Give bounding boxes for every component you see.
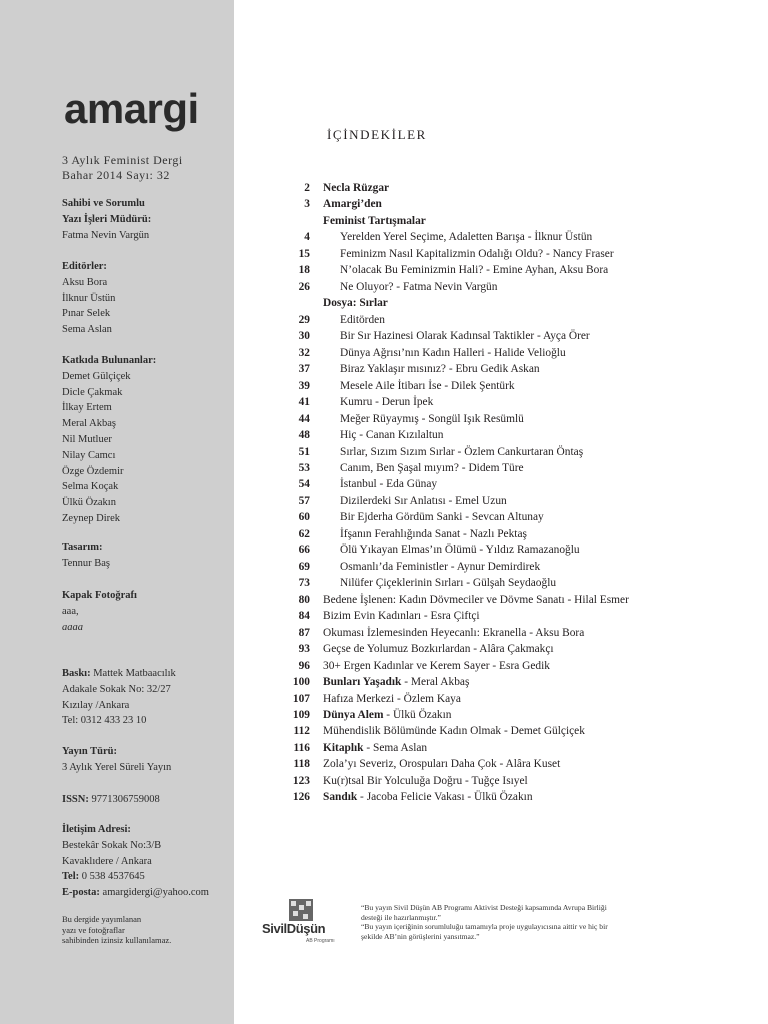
toc-entry-text: Hiç - Canan Kızılaltun [340,429,444,442]
toc-entry-text: Ku(r)tsal Bir Yolculuğa Doğru - Tuğçe Isıyel [323,774,528,787]
toc-entry-title [323,180,389,196]
toc-section-title: Dünya Alem [323,709,384,721]
toc-entry-text: Bir Ejderha Gördüm Sanki - Sevcan Altunay [340,511,544,524]
print-line [62,666,227,682]
sivil-dusun-logo [262,899,342,947]
toc-entry[interactable] [262,575,742,591]
toc-entry-title [340,312,385,328]
toc-page-number: 26 [298,280,310,293]
toc-entry[interactable] [262,641,742,657]
toc-page-number: 53 [298,461,310,474]
toc-section-title: Dosya: Sırlar [323,297,388,310]
toc-entry[interactable] [262,493,742,509]
contributor-name: Meral Akbaş [62,418,116,430]
toc-entry-text: Zola’yı Severiz, Orospuları Daha Çok - Alâra Kuset [323,758,561,771]
editor-name: İlknur Üstün [62,292,116,304]
toc-entry[interactable] [262,279,742,295]
toc-entry-title [323,625,584,641]
publisher-block [62,196,227,243]
toc-entry-title [340,262,608,278]
toc-page-number: 3 [304,198,310,211]
toc-entry-text: İstanbul - Eda Günay [340,478,438,491]
toc-page-number: 107 [292,692,310,705]
toc-page-number: 57 [298,494,310,507]
toc-entry-text: Editörden [340,313,385,326]
toc-page-number: 84 [298,610,310,623]
contact-phone-line [62,869,227,885]
contact-block [62,822,227,901]
toc-page-number: 2 [304,182,310,194]
toc-page-number: 112 [293,725,310,738]
toc-entry-title [340,460,524,476]
logo-text: amargi [64,85,199,132]
contact-phone: 0 538 4537645 [79,871,145,883]
toc-entry[interactable] [262,476,742,492]
toc-entry-title [340,444,583,460]
copyright-note-line: Bu dergide yayımlanan [62,914,142,924]
contributor-name: Özge Özdemir [62,465,124,477]
toc-title: İÇİNDEKİLER [327,127,427,142]
toc-entry[interactable] [262,789,742,805]
toc-entry-title [340,559,540,575]
toc-entry-text: Nilüfer Çiçeklerinin Sırları - Gülşah Seydaoğlu [340,577,557,590]
sidebar [0,0,234,1024]
disclaimer-line: “Bu yayın içeriğinin sorumluluğu tamamıyla proje uygulayıcısına aittir ve hiç bir [361,922,608,932]
contact-email-line [62,885,227,901]
toc-entry[interactable] [262,658,742,674]
toc-entry-title [323,691,461,707]
toc-entry-title [323,773,528,789]
editor-name: Aksu Bora [62,276,108,288]
table-of-contents [262,180,742,806]
toc-page-number: 39 [298,379,310,392]
toc-entry[interactable] [262,773,742,789]
printer-city: Kızılay /Ankara [62,699,130,711]
toc-section-title: Amargi’den [323,198,382,211]
disclaimer-line: şekilde AB’nin görüşlerini yansıtmaz.” [361,931,480,941]
toc-entry[interactable] [262,262,742,278]
toc-entry[interactable] [262,312,742,328]
sivil-dusun-logo-tag: AB Programı [306,938,335,944]
designer-name: Tennur Baş [62,557,110,569]
copyright-note-line: yazı ve fotoğraflar [62,924,125,935]
toc-section-title: Kitaplık [323,741,364,754]
toc-page-number: 15 [298,247,310,260]
issn-value: 9771306759008 [88,794,160,805]
toc-entry-text: Bizim Evin Kadınları - Esra Çiftçi [323,610,480,623]
toc-entry-title [340,279,497,295]
toc-entry[interactable] [262,592,742,608]
toc-entry-text: Ne Oluyor? - Fatma Nevin Vargün [340,280,498,293]
toc-page-number: 93 [298,643,310,656]
toc-entry[interactable] [262,707,742,723]
toc-entry-text: Sırlar, Sızım Sızım Sırlar - Özlem Cankurtaran Öntaş [340,445,584,458]
toc-entry-title [323,641,554,657]
toc-entry-title [323,723,585,739]
toc-entry-text: Hafıza Merkezi - Özlem Kaya [323,692,461,705]
design-label: Tasarım: [62,542,103,553]
toc-entry-title [340,509,544,525]
toc-page-number: 126 [292,791,310,804]
copyright-note [62,914,212,946]
toc-entry-text: Dizilerdeki Sır Anlatısı - Emel Uzun [340,494,507,507]
toc-page-number: 32 [298,346,310,359]
toc-entry[interactable] [262,756,742,772]
toc-entry-text: Okuması İzlemesinden Heyecanlı: Ekranella - Aksu Bora [323,626,585,639]
toc-entry-title [340,394,433,410]
toc-entry-text: - Meral Akbaş [401,676,470,689]
toc-entry-title [323,592,629,608]
contributor-name: Dicle Çakmak [62,386,123,398]
toc-entry[interactable] [262,608,742,624]
toc-page-number: 51 [298,445,310,458]
amargi-logo [64,85,220,146]
toc-entry-title [340,427,443,443]
toc-page-number: 44 [298,412,310,425]
toc-entry[interactable] [262,625,742,641]
toc-entry[interactable] [262,229,742,245]
toc-entry-text: - Ülkü Özakın [383,709,452,721]
toc-section-title: Necla Rüzgar [323,182,390,194]
toc-entry-title [340,246,614,262]
publication-type-block [62,744,227,776]
contact-email[interactable]: amargidergi@yahoo.com [99,887,209,899]
toc-entry[interactable] [262,542,742,558]
toc-entry-text: - Sema Aslan [363,741,428,754]
contact-city: Kavaklıdere / Ankara [62,855,152,867]
toc-entry-title [340,378,515,394]
toc-page-number: 69 [298,560,310,573]
contact-email-label: E-posta: [62,887,100,899]
contributor-name: Nilay Camcı [62,449,116,461]
editors-block [62,259,227,338]
toc-page-number: 37 [298,363,310,376]
contact-address: Bestekâr Sokak No:3/B [62,839,162,851]
toc-page-number: 54 [298,478,310,491]
toc-entry-title [340,345,566,361]
toc-entry-title [340,526,527,542]
toc-entry[interactable] [262,295,742,311]
toc-page-number: 73 [298,577,310,590]
issn-block [62,792,227,808]
toc-entry[interactable] [262,740,742,756]
cover-photo-credit: aaa, [62,605,79,617]
contributor-name: Demet Gülçiçek [62,370,131,382]
printer-phone: Tel: 0312 433 23 10 [62,715,147,727]
toc-entry[interactable] [262,378,742,394]
toc-entry-text: Mesele Aile İtibarı İse - Dilek Şentürk [340,379,515,392]
toc-entry-title [340,328,590,344]
toc-entry[interactable] [262,444,742,460]
toc-page-number: 60 [298,511,310,524]
toc-entry[interactable] [262,559,742,575]
toc-entry-title [340,411,524,427]
toc-entry[interactable] [262,427,742,443]
sivil-dusun-logo-mark [289,899,313,921]
toc-entry-text: Bir Sır Hazinesi Olarak Kadınsal Taktikler - Ayça Örer [340,330,590,343]
toc-entry-title [340,493,507,509]
toc-entry-text: Feminizm Nasıl Kapitalizmin Odalığı Oldu? - Nancy Fraser [340,247,614,260]
toc-entry[interactable] [262,723,742,739]
toc-page-number: 123 [292,774,310,787]
contact-label: İletişim Adresi: [62,824,131,835]
toc-entry-text: - Jacoba Felicie Vakası - Ülkü Özakın [357,791,533,804]
toc-entry[interactable] [262,674,742,690]
toc-entry-title [340,361,540,377]
toc-entry[interactable] [262,526,742,542]
toc-page-number: 4 [304,231,310,244]
toc-entry-text: Dünya Ağrısı’nın Kadın Halleri - Halide Velioğlu [340,346,566,359]
toc-entry-text: Bedene İşlenen: Kadın Dövmeciler ve Dövme Sanatı - Hilal Esmer [323,593,629,606]
toc-entry-title [323,707,451,723]
eu-disclaimer [361,903,661,941]
toc-entry-text: N’olacak Bu Feminizmin Hali? - Emine Ayhan, Aksu Bora [340,264,609,277]
disclaimer-line: desteği ile hazırlanmıştır.” [361,912,441,922]
toc-entry-title [323,213,426,229]
toc-entry-text: Ölü Yıkayan Elmas’ın Ölümü - Yıldız Ramazanoğlu [340,544,580,557]
toc-page-number: 109 [292,709,310,721]
toc-entry-title [323,674,469,690]
contributor-name: Zeynep Direk [62,512,121,524]
printer-address: Adakale Sokak No: 32/27 [62,683,171,695]
toc-entry[interactable] [262,361,742,377]
toc-page-number: 18 [298,264,310,277]
toc-entry-text: Meğer Rüyaymış - Songül Işık Resümlü [340,412,524,425]
toc-page-number: 87 [298,626,310,639]
toc-section-title: Bunları Yaşadık [323,676,402,689]
toc-entry-text: 30+ Ergen Kadınlar ve Kerem Sayer - Esra Gedik [323,659,550,672]
contributor-name: Selma Koçak [62,481,119,493]
issn-label: ISSN: [62,794,89,805]
toc-entry-text: Yerelden Yerel Seçime, Adaletten Barışa - İlknur Üstün [340,231,593,244]
toc-entry-title [340,542,580,558]
toc-entry-text: Mühendislik Bölümünde Kadın Olmak - Demet Gülçiçek [323,725,585,738]
toc-entry-title [323,608,480,624]
editor-name: Sema Aslan [62,324,112,336]
toc-section-title: Feminist Tartışmalar [323,214,426,227]
toc-entry[interactable] [262,509,742,525]
toc-page-number: 48 [298,429,310,442]
toc-page-number: 80 [298,593,310,606]
toc-entry-title [323,196,382,212]
toc-entry-text: İfşanın Ferahlığında Sanat - Nazlı Pektaş [340,527,527,540]
contributor-name: İlkay Ertem [62,402,112,414]
toc-page-number: 66 [298,544,310,557]
toc-entry-title [340,476,437,492]
editors-label: Editörler: [62,261,107,272]
toc-page-number: 41 [298,396,310,409]
toc-entry-text: Biraz Yaklaşır mısınız? - Ebru Gedik Askan [340,363,540,376]
publication-type-label: Yayın Türü: [62,746,117,757]
contributors-block [62,353,227,527]
contributors-label: Katkıda Bulunanlar: [62,355,157,366]
issue-info: Bahar 2014 Sayı: 32 [62,168,170,182]
toc-entry[interactable] [262,411,742,427]
toc-entry-title [340,575,556,591]
printer-name: Mattek Matbaacılık [90,668,176,679]
toc-page-number: 116 [293,741,310,754]
toc-entry-text: Canım, Ben Şaşal mıyım? - Didem Türe [340,461,524,474]
toc-entry[interactable] [262,345,742,361]
toc-entry-text: Geçse de Yolumuz Bozkırlardan - Alâra Çakmakçı [323,643,554,656]
toc-entry-title [323,295,388,311]
publisher-name: Fatma Nevin Vargün [62,229,150,241]
cover-photo-label: Kapak Fotoğrafı [62,590,137,601]
publication-type-value: 3 Aylık Yerel Süreli Yayın [62,761,172,773]
print-label: Baskı: [62,668,91,679]
design-block [62,540,227,572]
toc-entry[interactable] [262,394,742,410]
toc-entry[interactable] [262,180,742,196]
disclaimer-line: “Bu yayın Sivil Düşün AB Programı Aktivist Desteği kapsamında Avrupa Birliği [361,903,607,912]
toc-entry[interactable] [262,196,742,212]
sivil-dusun-logo-text: SivilDüşün [262,921,326,936]
publisher-label: Yazı İşleri Müdürü: [62,213,152,225]
toc-entry[interactable] [262,246,742,262]
toc-entry-title [323,756,560,772]
toc-page-number: 62 [298,527,310,540]
print-block [62,666,227,729]
toc-entry[interactable] [262,328,742,344]
cover-photo-block [62,588,227,635]
magazine-subtitle: 3 Aylık Feminist Dergi [62,153,183,167]
toc-entry-title [340,229,592,245]
editor-name: Pınar Selek [62,308,111,320]
contributor-name: Ülkü Özakın [62,497,116,509]
toc-section-title: Sandık [323,791,358,804]
toc-page-number: 30 [298,330,310,343]
cover-photo-credit: aaaa [62,621,83,633]
toc-page-number: 96 [298,659,310,672]
contact-phone-label: Tel: [62,871,80,883]
toc-entry-title [323,789,533,805]
copyright-note-line: sahibinden izinsiz kullanılamaz. [62,935,172,945]
contributor-name: Nil Mutluer [62,433,112,445]
toc-page-number: 100 [292,676,310,689]
toc-entry-title [323,740,427,756]
toc-entry-text: Osmanlı’da Feministler - Aynur Demirdirek [340,560,541,573]
toc-entry[interactable] [262,691,742,707]
toc-entry[interactable] [262,213,742,229]
toc-entry-title [323,658,550,674]
toc-page-number: 29 [298,313,310,326]
toc-page-number: 118 [293,758,310,771]
toc-entry[interactable] [262,460,742,476]
publisher-label: Sahibi ve Sorumlu [62,198,145,209]
toc-entry-text: Kumru - Derun İpek [340,396,434,409]
